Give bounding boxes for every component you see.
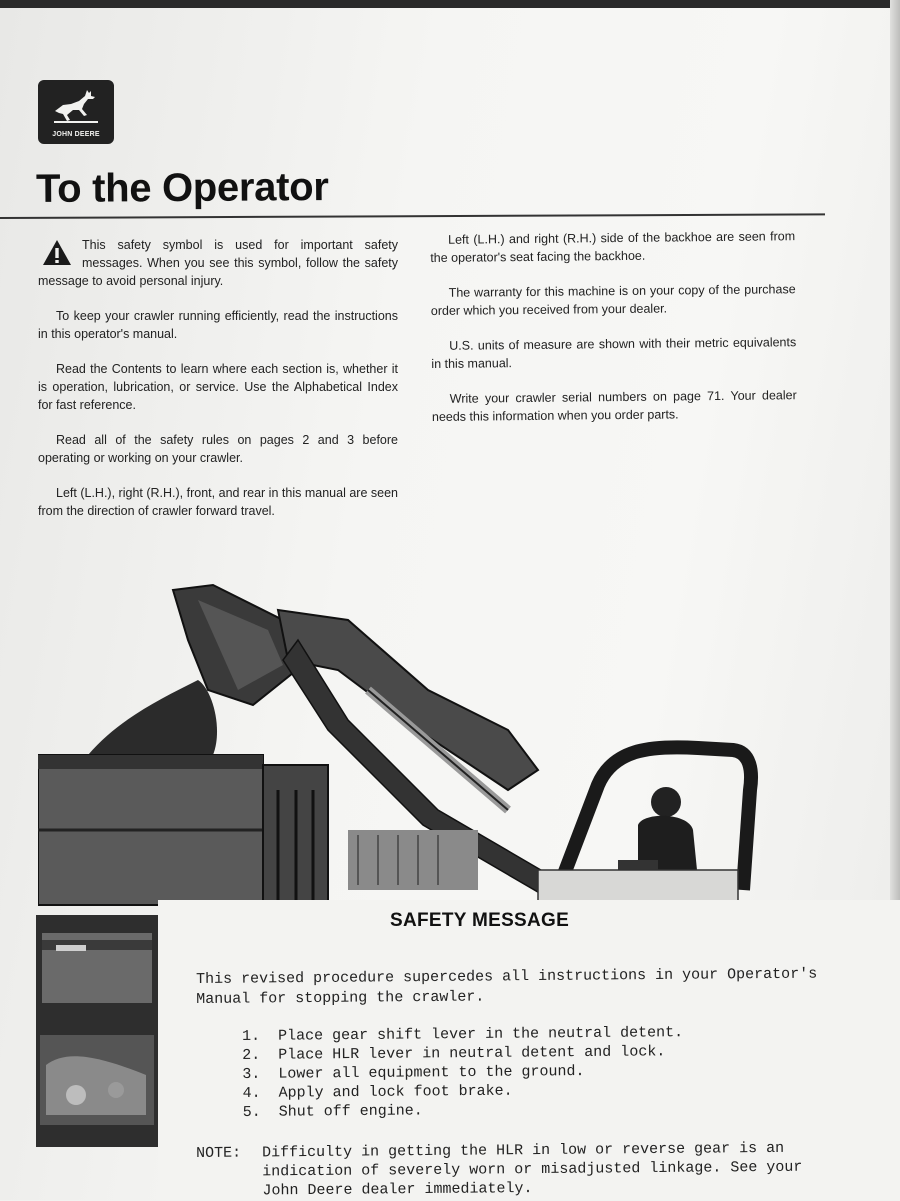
procedure-steps xyxy=(242,1024,684,1123)
paragraph: Read the Contents to learn where each section is, whether it is operation, lubrication, or service. Use the Alphabetical Index for fast reference. xyxy=(38,362,398,412)
safety-message-box xyxy=(158,900,900,1200)
step-text: Place HLR lever in neutral detent and lock. xyxy=(278,1043,666,1064)
procedure-step xyxy=(243,1100,684,1123)
paragraph-text: This safety symbol is used for important safety messages. When you see this symbol, follow the safety message to avoid personal injury. xyxy=(38,238,398,288)
left-column xyxy=(38,236,398,537)
paragraph: To keep your crawler running efficiently, read the instructions in this operator's manual. xyxy=(38,309,398,341)
paragraph: Write your crawler serial numbers on page 71. Your dealer needs this information when you order parts. xyxy=(431,388,797,424)
crawler-loader-photo xyxy=(38,580,798,910)
leaping-deer-icon xyxy=(51,87,101,125)
crawler-inset-photo xyxy=(36,915,158,1147)
step-number: 3. xyxy=(242,1065,261,1083)
step-number: 2. xyxy=(242,1046,261,1064)
warning-triangle-icon xyxy=(42,238,72,268)
step-number: 5. xyxy=(242,1103,261,1121)
paragraph: Left (L.H.) and right (R.H.) side of the backhoe are seen from the operator's seat facing the backhoe. xyxy=(430,229,796,265)
step-text: Shut off engine. xyxy=(278,1102,423,1121)
john-deere-logo xyxy=(38,80,114,144)
step-text: Place gear shift lever in the neutral detent. xyxy=(277,1024,684,1045)
step-text: Apply and lock foot brake. xyxy=(278,1082,513,1102)
safety-message-intro: This revised procedure supercedes all instructions in your Operator's Manual for stopping the crawler. xyxy=(196,965,818,1008)
paragraph: The warranty for this machine is on your copy of the purchase order which you received from your dealer. xyxy=(430,282,796,318)
paragraph: U.S. units of measure are shown with their metric equivalents in this manual. xyxy=(431,335,797,371)
note-text: Difficulty in getting the HLR in low or reverse gear is an indication of severely worn or misadjusted linkage. See your John Deere dealer immediately. xyxy=(262,1139,803,1200)
step-number: 1. xyxy=(242,1027,261,1045)
page-title: To the Operator xyxy=(35,164,329,212)
right-column xyxy=(430,227,797,443)
logo-text: JOHN DEERE xyxy=(52,131,100,138)
paragraph: Read all of the safety rules on pages 2 and 3 before operating or working on your crawler. xyxy=(38,433,398,465)
page-top-edge xyxy=(0,0,900,8)
step-text: Lower all equipment to the ground. xyxy=(278,1063,585,1083)
safety-note xyxy=(196,1138,836,1200)
paragraph: Left (L.H.), right (R.H.), front, and rear in this manual are seen from the direction of crawler forward travel. xyxy=(38,486,398,518)
note-label: NOTE: xyxy=(196,1144,242,1162)
paragraph xyxy=(38,236,398,290)
step-number: 4. xyxy=(242,1084,261,1102)
safety-message-title: SAFETY MESSAGE xyxy=(390,910,570,931)
